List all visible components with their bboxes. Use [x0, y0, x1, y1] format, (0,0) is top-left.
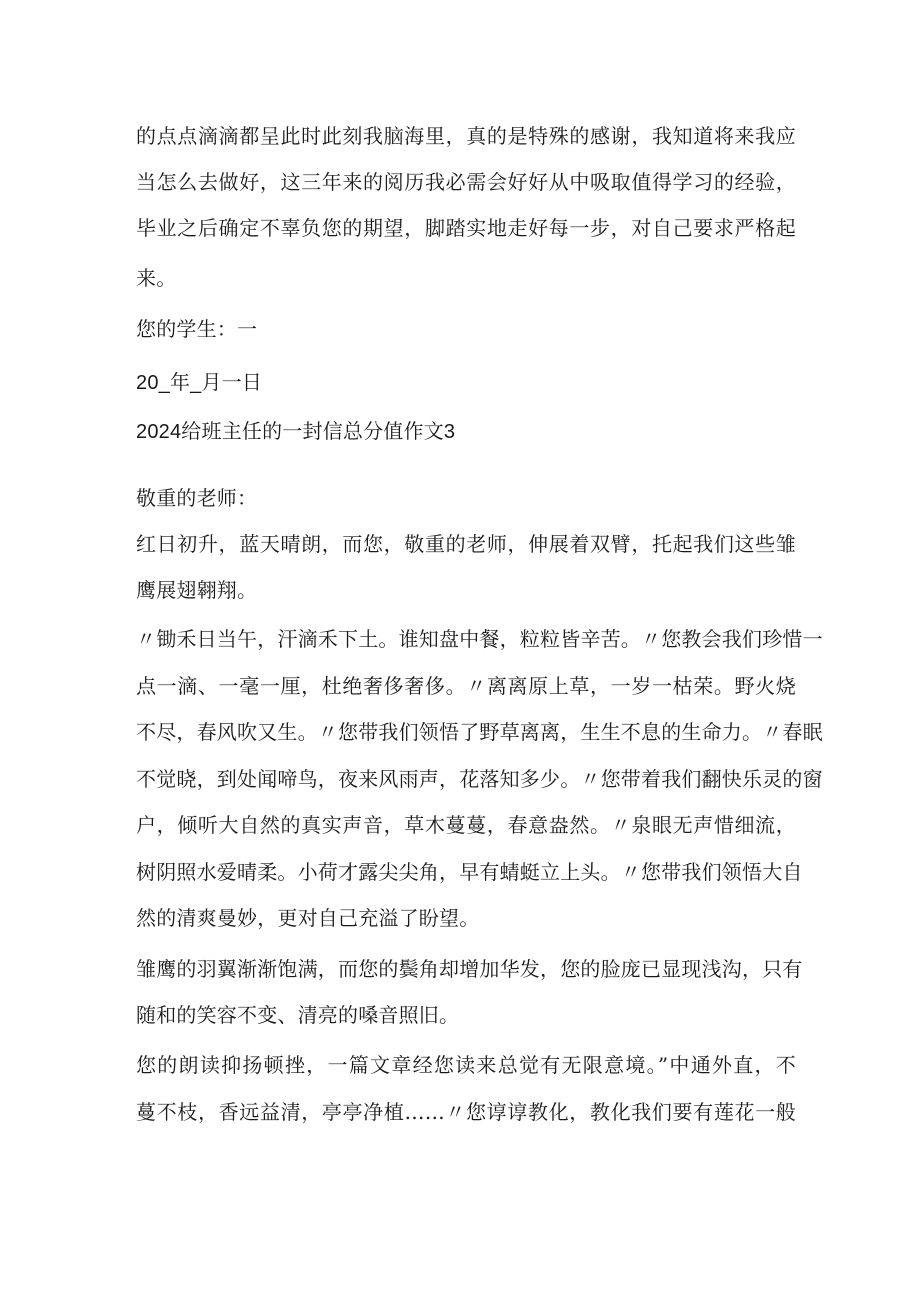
essay-title: 2024给班主任的一封信总分值作文3 — [136, 421, 456, 443]
paragraph-line: 红日初升，蓝天晴朗，而您，敬重的老师，伸展着双臂，托起我们这些雏 — [136, 532, 796, 556]
paragraph-line: 不觉晓，到处闻啼鸟，夜来风雨声，花落知多少。〃您带着我们翻快乐灵的窗 — [136, 767, 823, 791]
paragraph-line: 蔓不枝，香远益清，亭亭净植……〃您谆谆教化，教化我们要有莲花一般 — [136, 1100, 796, 1124]
date-line: 20_年_月一日 — [136, 372, 263, 394]
paragraph-line: 点一滴、一毫一厘，杜绝奢侈奢侈。〃离离原上草，一岁一枯荣。野火烧 — [136, 674, 796, 698]
paragraph-line: 〃锄禾日当午，汗滴禾下土。谁知盘中餐，粒粒皆辛苦。〃您教会我们珍惜一 — [136, 627, 823, 651]
salutation: 敬重的老师： — [136, 486, 258, 510]
paragraph-line: 雏鹰的羽翼渐渐饱满，而您的鬓角却增加华发，您的脸庞已显现浅沟，只有 — [136, 957, 803, 981]
paragraph-line: 随和的笑容不变、清亮的嗓音照旧。 — [136, 1003, 460, 1027]
paragraph-line: 不尽，春风吹又生。〃您带我们领悟了野草离离，生生不息的生命力。〃春眠 — [136, 720, 823, 744]
paragraph-line: 户，倾听大自然的真实声音，草木蔓蔓，春意盎然。〃泉眼无声惜细流， — [136, 813, 796, 837]
signature-line: 您的学生：一 — [136, 317, 258, 341]
paragraph-line: 然的清爽曼妙，更对自己充溢了盼望。 — [136, 906, 480, 930]
paragraph-line: 鹰展翅翱翔。 — [136, 578, 258, 602]
paragraph-line: 来。 — [136, 266, 177, 290]
paragraph-line: 您的朗读抑扬顿挫，一篇文章经您读来总觉有无限意境。”中通外直，不 — [136, 1053, 796, 1077]
paragraph-line: 树阴照水爱晴柔。小荷才露尖尖角，早有蜻蜓立上头。〃您带我们领悟大自 — [136, 860, 803, 884]
paragraph-line: 毕业之后确定不辜负您的期望，脚踏实地走好每一步，对自己要求严格起 — [136, 216, 796, 240]
paragraph-line: 当怎么去做好，这三年来的阅历我必需会好好从中吸取值得学习的经验， — [136, 170, 796, 194]
paragraph-line: 的点点滴滴都呈此时此刻我脑海里，真的是特殊的感谢，我知道将来我应 — [136, 124, 796, 148]
